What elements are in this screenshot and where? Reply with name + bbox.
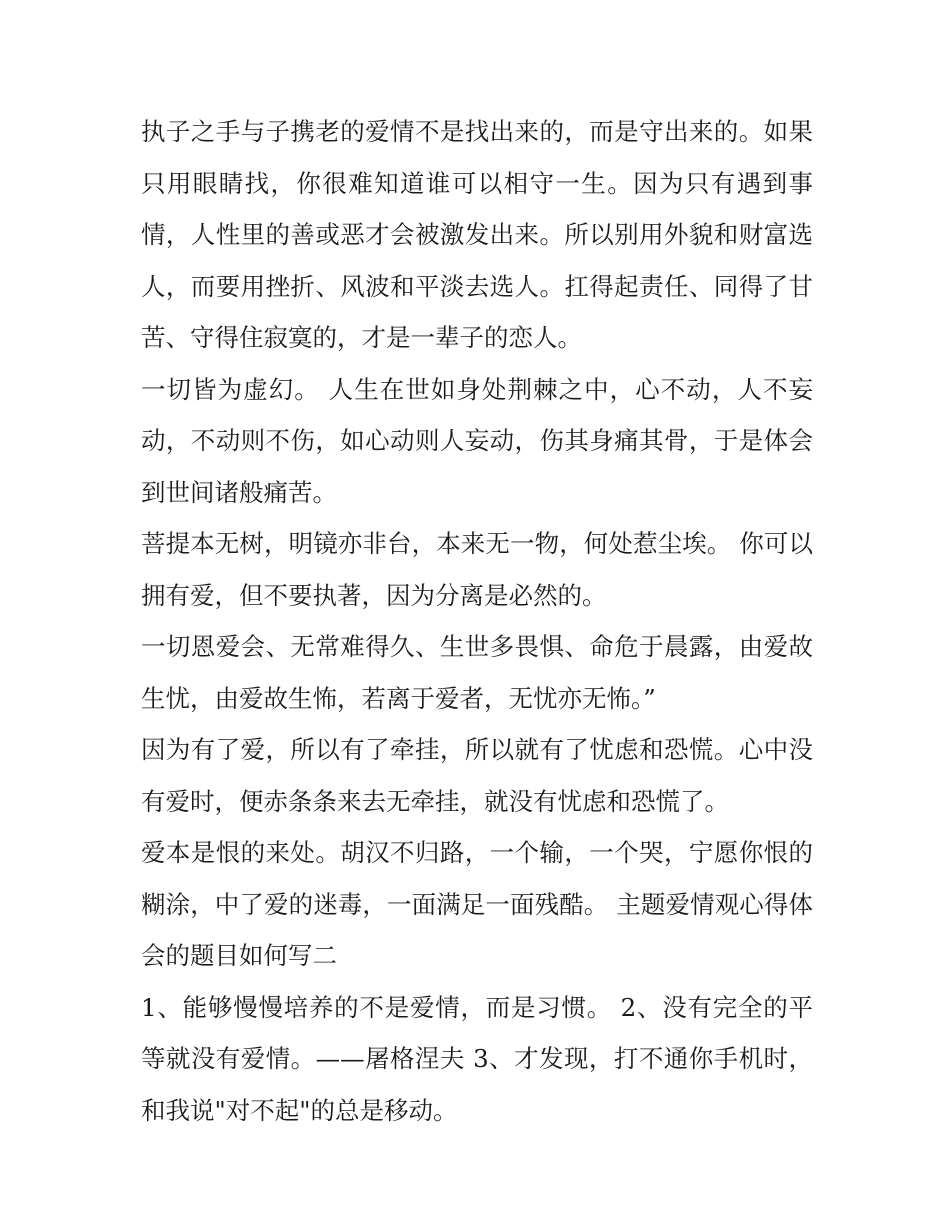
paragraph-7: 1、能够慢慢培养的不是爱情，而是习惯。 2、没有完全的平等就没有爱情。——屠格涅夫 3、才发现，打不通你手机时，和我说"对不起"的总是移动。 — [141, 992, 813, 1125]
paragraph-5: 因为有了爱，所以有了牵挂，所以就有了忧虑和恐慌。心中没有爱时，便赤条条来去无牵挂，就没有忧虑和恐慌了。 — [141, 735, 813, 816]
paragraph-6: 爱本是恨的来处。胡汉不归路，一个输，一个哭，宁愿你恨的糊涂，中了爱的迷毒，一面满足一面残酷。 主题爱情观心得体会的题目如何写二 — [141, 838, 813, 970]
document-body — [141, 106, 813, 1136]
paragraph-2: 一切皆为虚幻。 人生在世如身处荆棘之中，心不动，人不妄动，不动则不伤，如心动则人妄动，伤其身痛其骨，于是体会到世间诸般痛苦。 — [141, 374, 813, 507]
paragraph-3: 菩提本无树，明镜亦非台，本来无一物，何处惹尘埃。 你可以拥有爱，但不要执著，因为分离是必然的。 — [141, 529, 813, 610]
paragraph-1: 执子之手与子携老的爱情不是找出来的，而是守出来的。如果只用眼睛找，你很难知道谁可以相守一生。因为只有遇到事情，人性里的善或恶才会被激发出来。所以别用外貌和财富选人，而要用挫折、风波和平淡去选人。扛得起责任、同得了甘苦、守得住寂寞的，才是一辈子的恋人。 — [141, 117, 813, 352]
paragraph-4: 一切恩爱会、无常难得久、生世多畏惧、命危于晨露，由爱故生忧，由爱故生怖，若离于爱者，无忧亦无怖。” — [141, 632, 813, 713]
